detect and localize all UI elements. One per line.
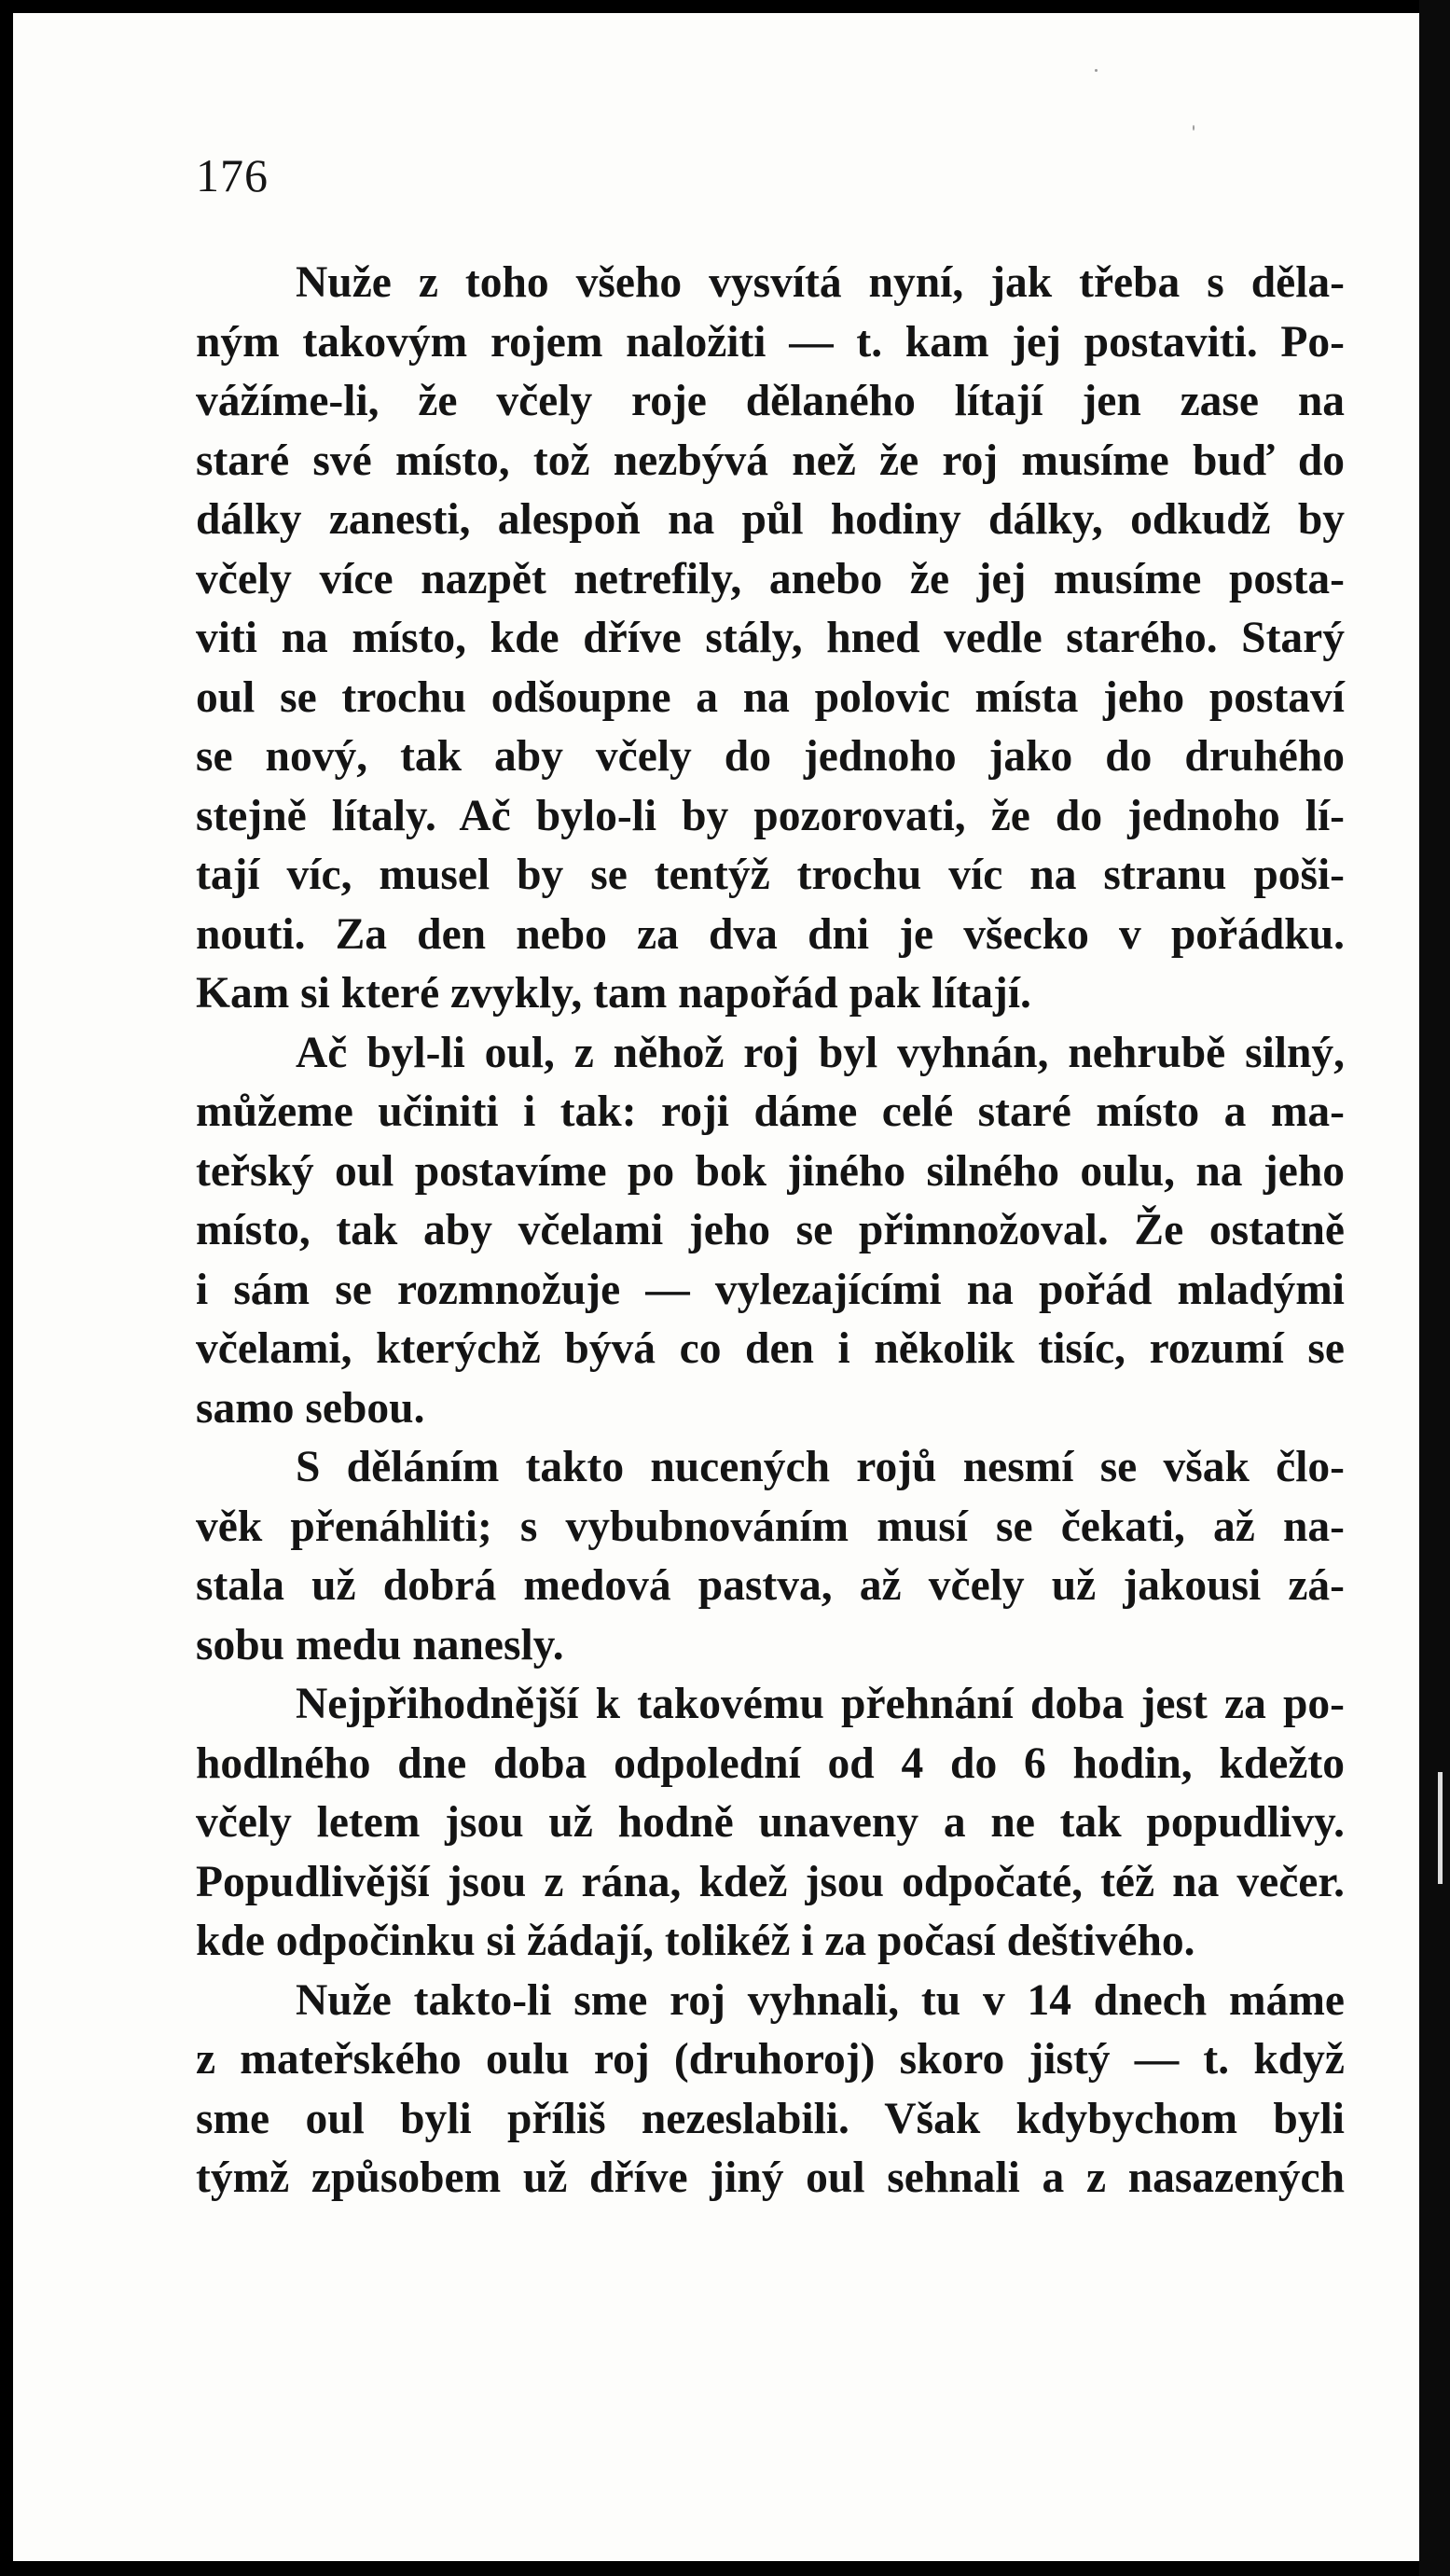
- text-line: můžeme učiniti i tak: roji dáme celé staré místo a ma-: [196, 1087, 1345, 1136]
- text-line: stejně lítaly. Ač bylo-li by pozorovati, že do jednoho lí-: [196, 791, 1345, 840]
- text-line: i sám se rozmnožuje — vylezajícími na pořád mladými: [196, 1265, 1345, 1314]
- text-line: věk přenáhliti; s vybubnováním musí se čekati, až na-: [196, 1502, 1345, 1551]
- text-line: S děláním takto nucených rojů nesmí se však člo-: [296, 1443, 1345, 1491]
- text-line: sobu medu nanesly.: [196, 1620, 564, 1669]
- text-line: ným takovým rojem naložiti — t. kam jej postaviti. Po-: [196, 317, 1345, 367]
- text-line: Nejpřihodnější k takovému přehnání doba jest za po-: [296, 1680, 1345, 1728]
- scan-border: [1419, 0, 1450, 2576]
- text-line: stala už dobrá medová pastva, až včely už jakousi zá-: [196, 1561, 1345, 1610]
- paragraph: [196, 1024, 1345, 1439]
- text-line: se nový, tak aby včely do jednoho jako do druhého: [196, 732, 1345, 781]
- paragraph: [196, 254, 1345, 1024]
- scan-border-mark: [1438, 1772, 1443, 1884]
- text-line: dálky zanesti, alespoň na půl hodiny dálky, odkudž by: [196, 495, 1345, 544]
- body-text: [196, 254, 1345, 2209]
- text-line: tají víc, musel by se tentýž trochu víc na stranu poši-: [196, 851, 1345, 899]
- text-line: Ač byl-li oul, z něhož roj byl vyhnán, nehrubě silný,: [296, 1028, 1345, 1077]
- paper-speck: [1095, 69, 1098, 72]
- text-line: Kam si které zvykly, tam napořád pak lítají.: [196, 969, 1031, 1018]
- text-line: včely letem jsou už hodně unaveny a ne tak popudlivy.: [196, 1798, 1345, 1847]
- text-line: oul se trochu odšoupne a na polovic místa jeho postaví: [196, 672, 1345, 722]
- text-line: viti na místo, kde dříve stály, hned vedle starého. Starý: [196, 614, 1345, 662]
- text-line: sme oul byli příliš nezeslabili. Však kdybychom byli: [196, 2094, 1345, 2143]
- text-line: kde odpočinku si žádají, tolikéž i za počasí deštivého.: [196, 1917, 1195, 1965]
- text-line: samo sebou.: [196, 1383, 425, 1433]
- text-line: z mateřského oulu roj (druhoroj) skoro jistý — t. když: [196, 2035, 1345, 2084]
- book-page: [13, 13, 1419, 2561]
- text-line: Nuže takto-li sme roj vyhnali, tu v 14 dnech máme: [296, 1975, 1345, 2025]
- page-number: 176: [196, 149, 269, 201]
- text-line: včelami, kterýchž bývá co den i několik tisíc, rozumí se: [196, 1324, 1345, 1373]
- paragraph: [196, 1972, 1345, 2209]
- text-line: týmž způsobem už dříve jiný oul sehnali a z nasazených: [196, 2154, 1345, 2202]
- paragraph: [196, 1675, 1345, 1972]
- text-line: Nuže z toho všeho vysvítá nyní, jak třeba s děla-: [296, 258, 1345, 307]
- text-line: včely více nazpět netrefily, anebo že jej musíme posta-: [196, 554, 1345, 603]
- text-line: místo, tak aby včelami jeho se přimnožoval. Že ostatně: [196, 1206, 1345, 1254]
- text-line: Popudlivější jsou z rána, kdež jsou odpočaté, též na večer.: [196, 1857, 1345, 1906]
- paper-speck: [1193, 125, 1195, 131]
- text-line: vážíme-li, že včely roje dělaného lítají jen zase na: [196, 377, 1345, 425]
- text-line: staré své místo, tož nezbývá než že roj musíme buď do: [196, 436, 1345, 485]
- text-line: nouti. Za den nebo za dva dni je všecko v pořádku.: [196, 909, 1345, 959]
- text-line: teřský oul postavíme po bok jiného silného oulu, na jeho: [196, 1146, 1345, 1196]
- text-line: hodlného dne doba odpolední od 4 do 6 hodin, kdežto: [196, 1738, 1345, 1788]
- paragraph: [196, 1438, 1345, 1675]
